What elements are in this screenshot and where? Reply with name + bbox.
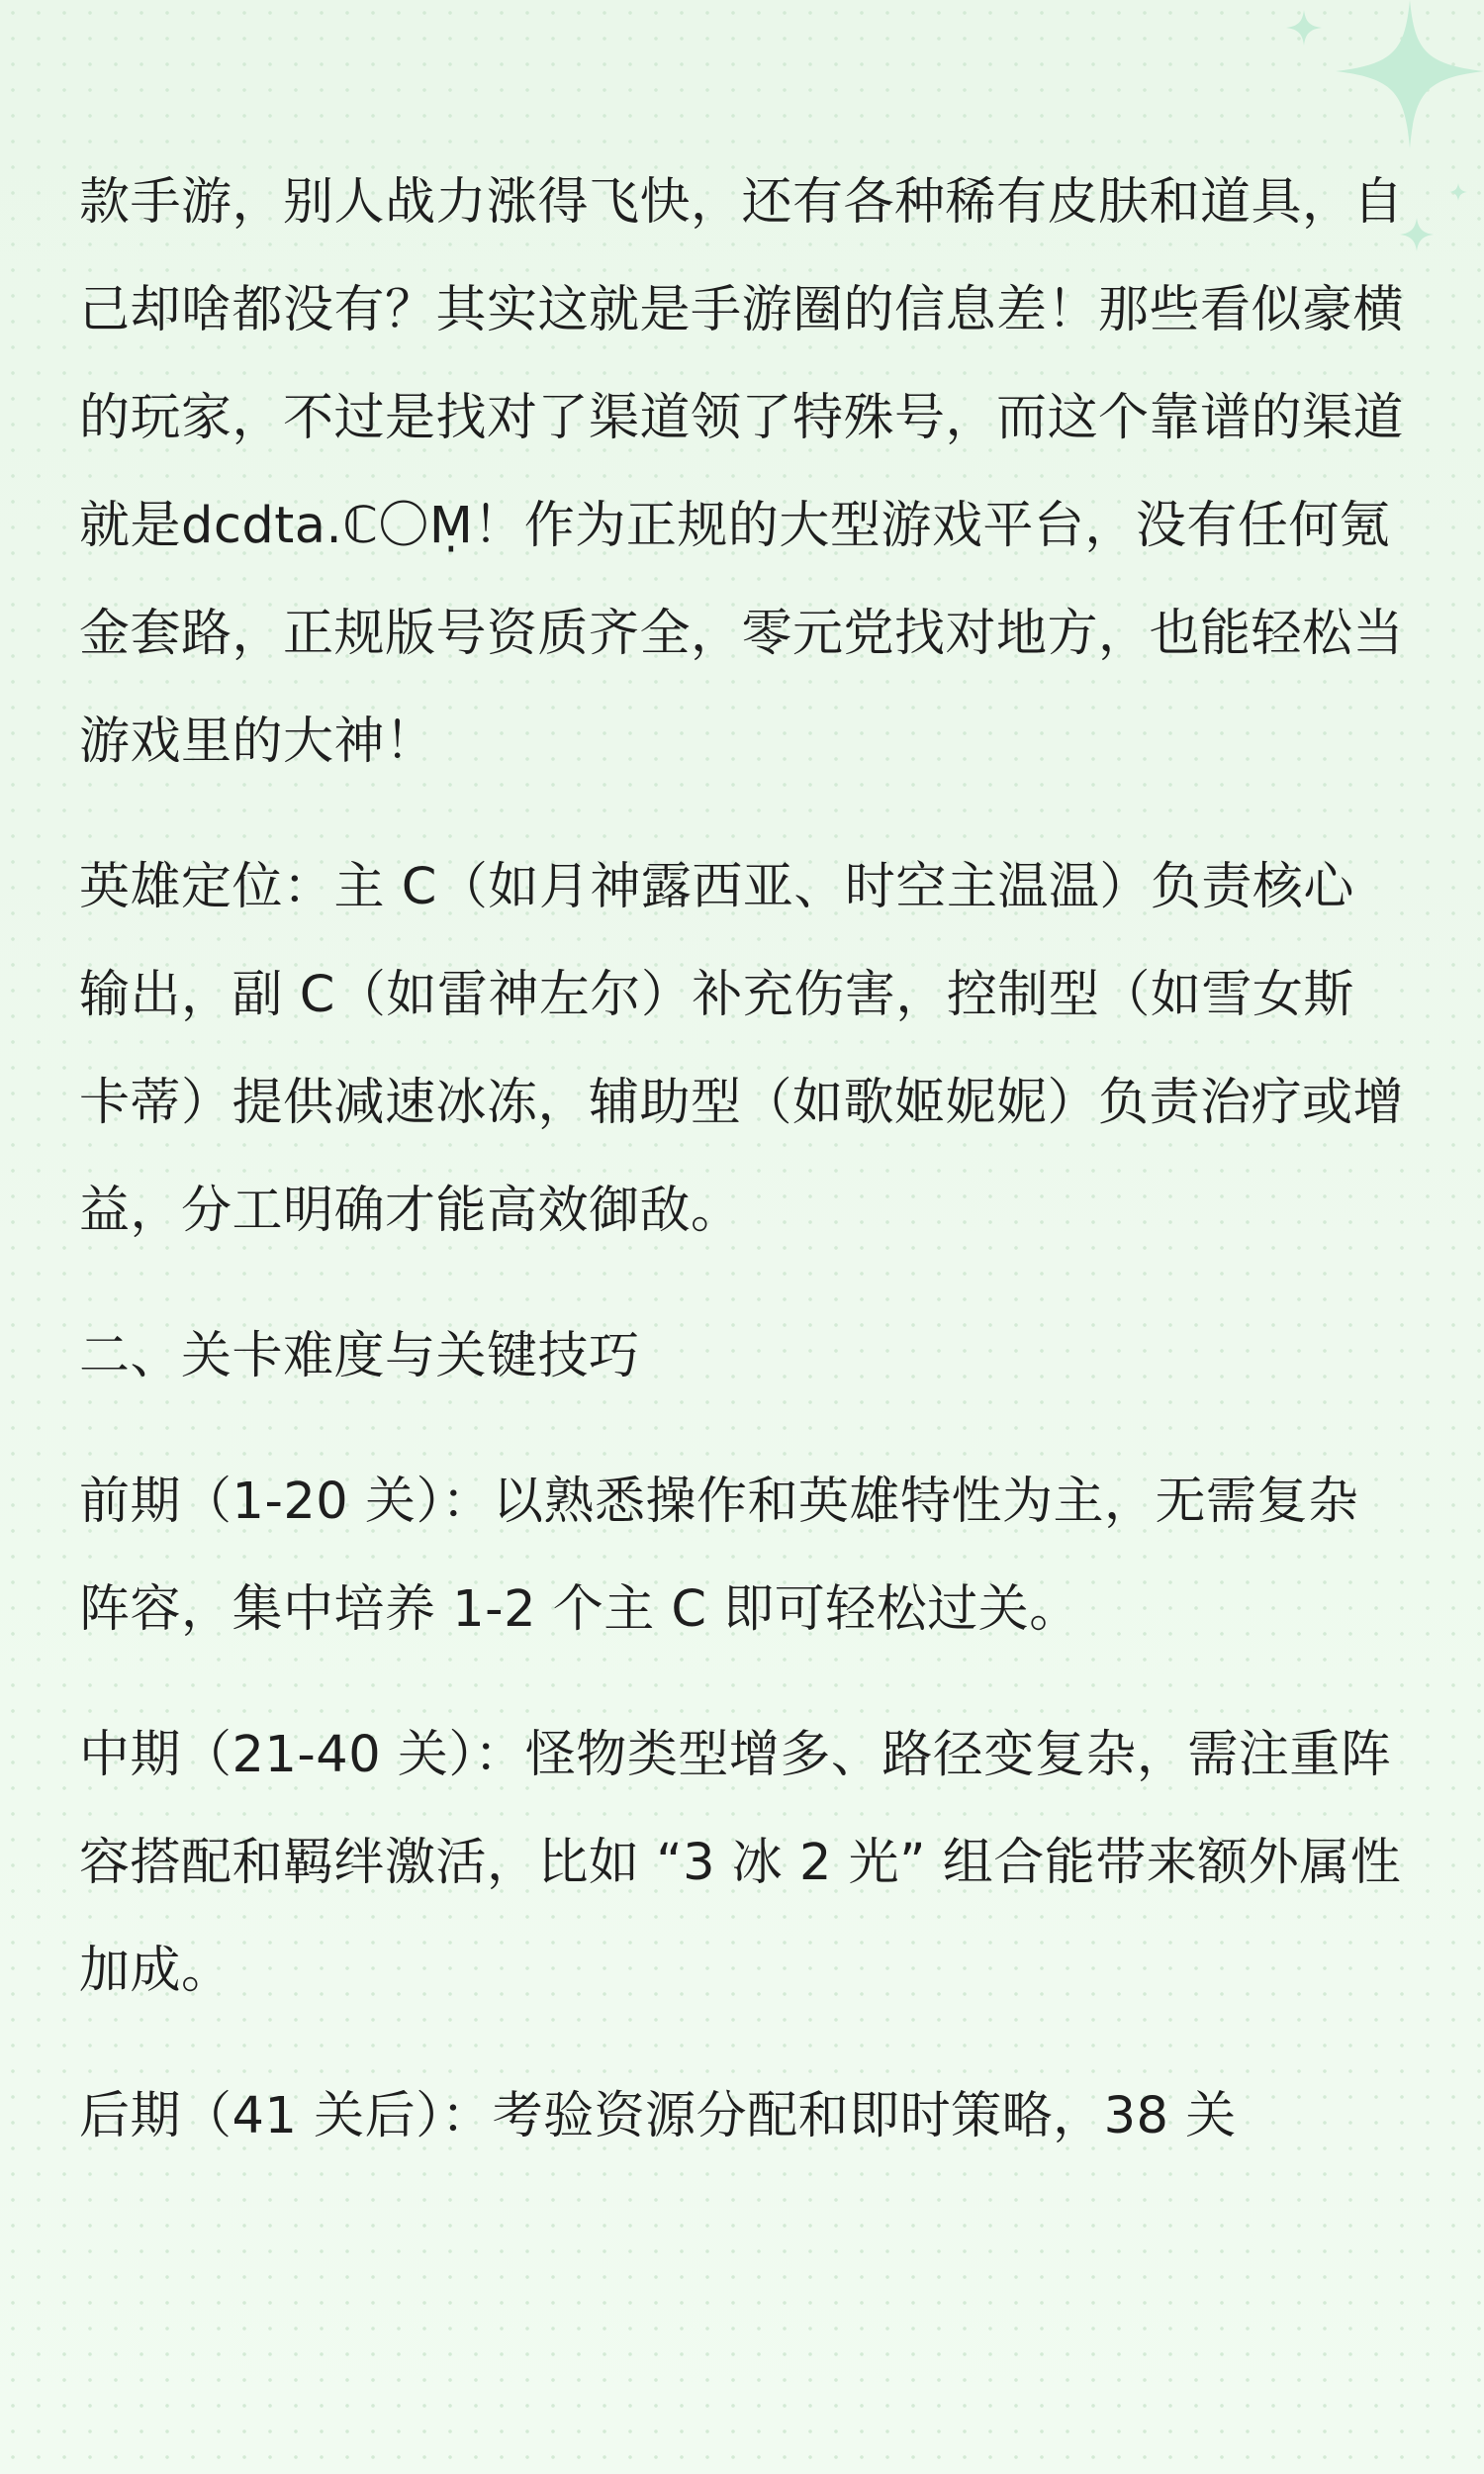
section-heading: 二、关卡难度与关键技巧: [79, 1327, 640, 1385]
small-sparkle-icon: [1286, 10, 1322, 46]
early-stage-paragraph: 前期（1-20 关）：以熟悉操作和英雄特性为主，无需复杂阵容，集中培养 1-2 个主 C 即可轻松过关。: [79, 1473, 1359, 1639]
mini-sparkle-icon: [1449, 183, 1467, 201]
article-body: [79, 148, 1405, 2208]
mid-stage-paragraph: 中期（21-40 关）：怪物类型增多、路径变复杂，需注重阵容搭配和羁绊激活，比如 “3 冰 2 光” 组合能带来额外属性加成。: [79, 1726, 1402, 2000]
hero-roles-paragraph: 英雄定位：主 C（如月神露西亚、时空主温温）负责核心输出，副 C（如雷神左尔）补充伤害，控制型（如雪女斯卡蒂）提供减速冰冻，辅助型（如歌姬妮妮）负责治疗或增益，分工明确才能高效御敌。: [79, 858, 1405, 1240]
large-sparkle-icon: [1336, 0, 1484, 148]
tiny-sparkle-icon: [1400, 218, 1434, 251]
late-stage-paragraph: 后期（41 关后）：考验资源分配和即时策略，38 关: [79, 2087, 1237, 2145]
intro-paragraph: 款手游，别人战力涨得飞快，还有各种稀有皮肤和道具，自己却啥都没有？其实这就是手游圈的信息差！那些看似豪横的玩家，不过是找对了渠道领了特殊号，而这个靠谱的渠道就是dcdta.ℂ〇Ṃ！作为正规的大型游戏平台，没有任何氪金套路，正规版号资质齐全，零元党找对地方，也能轻松当游戏里的大神！: [79, 173, 1405, 771]
